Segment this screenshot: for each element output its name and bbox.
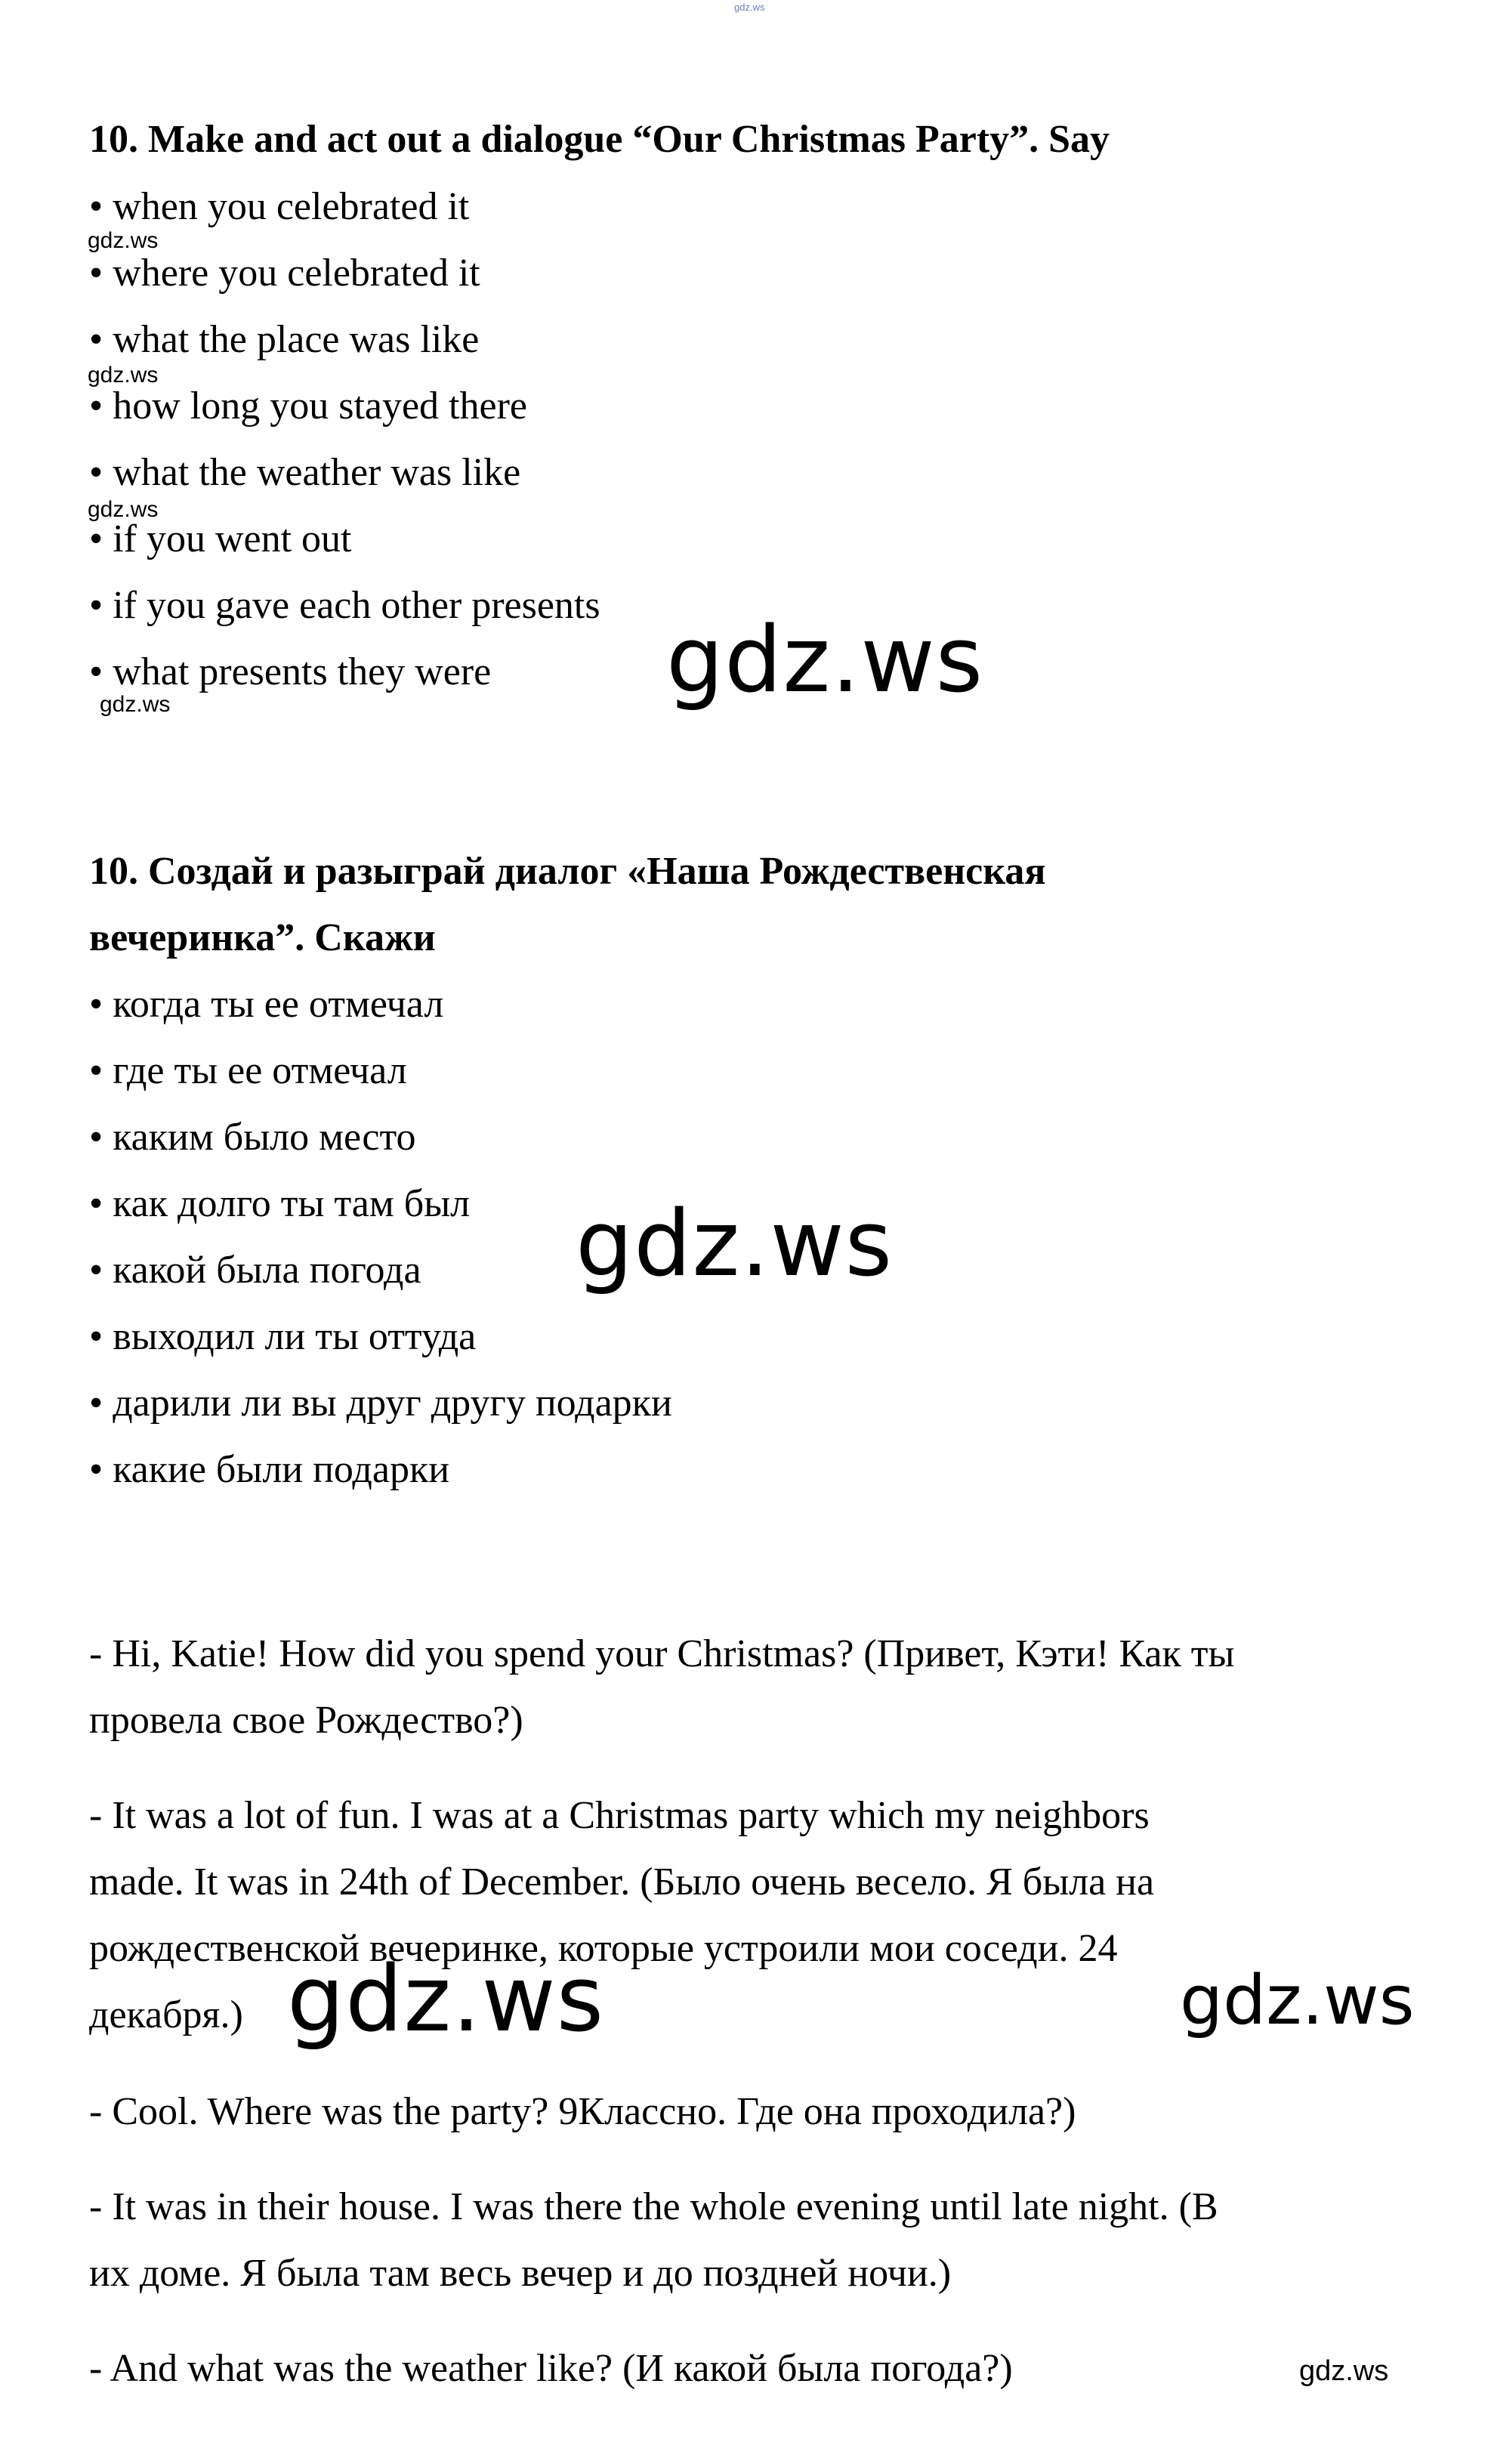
russian-heading-line2: вечеринка”. Скажи <box>89 916 436 959</box>
russian-item: • каким было место <box>89 1116 416 1159</box>
english-item: • what the weather was like <box>89 451 521 494</box>
english-item: • what the place was like <box>89 318 480 361</box>
dialogue-line: - And what was the weather like? (И какой была погода?) <box>89 2347 1013 2390</box>
dialogue-line: - Hi, Katie! How did you spend your Christmas? (Привет, Кэти! Как ты <box>89 1632 1235 1675</box>
dialogue-line: их доме. Я была там весь вечер и до поздней ночи.) <box>89 2252 952 2295</box>
watermark-label: gdz.ws <box>88 228 159 253</box>
watermark-big: gdz.ws <box>287 1947 605 2052</box>
russian-item: • какие были подарки <box>89 1448 450 1491</box>
russian-heading-line1: 10. Создай и разыграй диалог «Наша Рождественская <box>89 850 1046 893</box>
english-item: • how long you stayed there <box>89 384 527 428</box>
russian-item: • когда ты ее отмечал <box>89 983 444 1026</box>
russian-item: • где ты ее отмечал <box>89 1049 407 1092</box>
russian-item: • какой была погода <box>89 1249 421 1292</box>
watermark-label: gdz.ws <box>88 363 159 388</box>
dialogue-line: декабря.) <box>89 1993 243 2036</box>
russian-item: • дарили ли вы друг другу подарки <box>89 1382 672 1425</box>
dialogue-line: - It was a lot of fun. I was at a Christmas party which my neighbors <box>89 1794 1150 1837</box>
dialogue-line: провела свое Рождество?) <box>89 1699 523 1742</box>
english-item: • if you went out <box>89 517 352 560</box>
watermark-label: gdz.ws <box>1299 2355 1389 2387</box>
dialogue-line: made. It was in 24th of December. (Было очень весело. Я была на <box>89 1860 1155 1904</box>
dialogue-line: рождественской вечеринке, которые устроили мои соседи. 24 <box>89 1927 1118 1970</box>
dialogue-line: - Cool. Where was the party? 9Классно. Где она проходила?) <box>89 2090 1076 2133</box>
english-item: • when you celebrated it <box>89 185 470 228</box>
watermark-big: gdz.ws <box>1180 1961 1415 2040</box>
dialogue-line: - It was in their house. I was there the whole evening until late night. (В <box>89 2185 1218 2228</box>
russian-item: • выходил ли ты оттуда <box>89 1315 477 1358</box>
watermark-top: gdz.ws <box>734 2 765 13</box>
watermark-label: gdz.ws <box>100 692 171 717</box>
watermark-big: gdz.ws <box>576 1192 894 1297</box>
watermark-label: gdz.ws <box>88 497 159 522</box>
english-item: • what presents they were <box>89 650 492 693</box>
russian-item: • как долго ты там был <box>89 1182 471 1225</box>
english-heading: 10. Make and act out a dialogue “Our Christmas Party”. Say <box>89 118 1110 161</box>
english-item: • where you celebrated it <box>89 252 480 295</box>
english-item: • if you gave each other presents <box>89 584 600 627</box>
watermark-big: gdz.ws <box>666 608 984 713</box>
